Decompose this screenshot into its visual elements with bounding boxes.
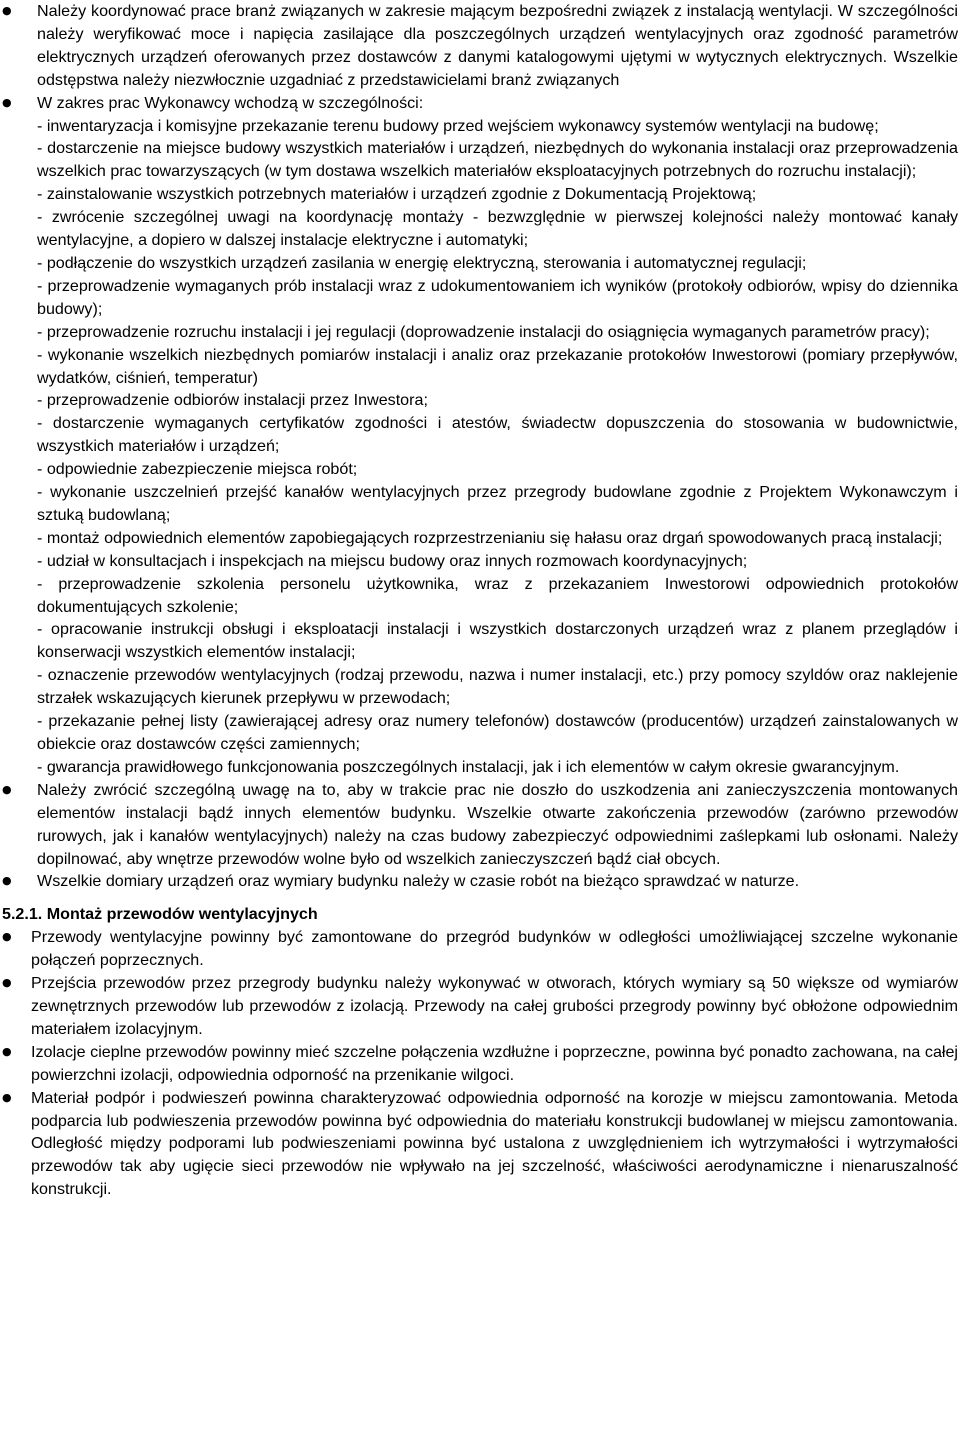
paragraph: ● Należy koordynować prace branż związanych w zakresie mającym bezpośredni związek z instalacją wentylacji. W szczególności należy weryfikować moce i napięcia zasilające dla poszczególnych urządzeń wentylacyjnych oraz zgodność parametrów elektrycznych urządzeń oferowanych przez dostawców z danymi katalogowymi ujętymi w wytycznych elektrycznych. Wszelkie odstępstwa należy niezwłocznie uzgadniać z przedstawicielami branż związanych	[37, 2, 958, 89]
paragraph: ● Izolacje cieplne przewodów powinny mieć szczelne połączenia wzdłużne i poprzeczne, powinna być ponadto zachowana, na całej powierzchni izolacji, odpowiednia odporność na przenikanie wilgoci.	[31, 1042, 958, 1084]
list-item	[0, 1041, 958, 1087]
scope-item: - oznaczenie przewodów wentylacyjnych (rodzaj przewodu, nazwa i numer instalacji, etc.) przy pomocy szyldów oraz naklejenie strzałek wskazujących kierunek przepływu w przewodach;	[37, 666, 958, 708]
scope-item: - opracowanie instrukcji obsługi i eksploatacji instalacji i wszystkich dostarczonych urządzeń wraz z planem przeglądów i konserwacji wszystkich elementów instalacji;	[37, 620, 958, 662]
paragraph: ● Przewody wentylacyjne powinny być zamontowane do przegród budynków w odległości umożliwiającej szczelne wykonanie połączeń poprzecznych.	[31, 928, 958, 970]
paragraph: ● Należy zwrócić szczególną uwagę na to, aby w trakcie prac nie doszło do uszkodzenia ani zanieczyszczenia montowanych elementów instalacji bądź innych elementów budynku. Wszelkie otwarte zakończenia przewodów (zarówno przewodów rurowych, jak i kanałów wentylacyjnych) należy na czas budowy zabezpieczyć odpowiednimi zaślepkami lub osłonami. Należy dopilnować, aby wnętrze przewodów wolne było od wszelkich zanieczyszczeń bądź ciał obcych.	[37, 780, 958, 868]
scope-item: - przeprowadzenie szkolenia personelu użytkownika, wraz z przekazaniem Inwestorowi odpowiednich protokołów dokumentujących szkolenie;	[37, 574, 958, 616]
list-item	[0, 1087, 958, 1202]
scope-item: - udział w konsultacjach i inspekcjach na miejscu budowy oraz innych rozmowach koordynacyjnych;	[37, 551, 748, 570]
scope-item: - wykonanie wszelkich niezbędnych pomiarów instalacji i analiz oraz przekazanie protokołów Inwestorowi (pomiary przepływów, wydatków, ciśnień, temperatur)	[37, 345, 958, 387]
scope-item: - inwentaryzacja i komisyjne przekazanie terenu budowy przed wejściem wykonawcy systemów wentylacji na budowę;	[37, 116, 879, 135]
scope-item: - gwarancja prawidłowego funkcjonowania poszczególnych instalacji, jak i ich elementów w całym okresie gwarancyjnym.	[37, 757, 900, 776]
scope-item: - zainstalowanie wszystkich potrzebnych materiałów i urządzeń zgodnie z Dokumentacją Projektową;	[37, 185, 757, 204]
section-heading: 5.2.1. Montaż przewodów wentylacyjnych	[2, 905, 318, 924]
paragraph: ● Materiał podpór i podwieszeń powinna charakteryzować odpowiednia odporność na korozje w miejscu zamontowania. Metoda podparcia lub podwieszenia przewodów powinna być odpowiednia do materiału konstrukcji budowlanej w miejscu zamontowania. Odległość między podporami lub podwieszeniami powinna być ustalona z uwzględnieniem ich wytrzymałości i wytrzymałości przewodów tak aby ugięcie sieci przewodów nie wpływało na jej szczelność, właściwości aerodynamiczne i nienaruszalność konstrukcji.	[31, 1088, 958, 1199]
scope-item: - przeprowadzenie odbiorów instalacji przez Inwestora;	[37, 391, 428, 410]
scope-item: - przeprowadzenie rozruchu instalacji i jej regulacji (doprowadzenie instalacji do osiągnięcia wymaganych parametrów pracy);	[37, 322, 930, 341]
paragraph: ● Wszelkie domiary urządzeń oraz wymiary budynku należy w czasie robót na bieżąco sprawdzać w naturze.	[37, 872, 800, 891]
scope-item: - montaż odpowiednich elementów zapobiegających rozprzestrzenianiu się hałasu oraz drgań spowodowanych pracą instalacji;	[37, 528, 943, 547]
list-item-protection	[0, 779, 958, 871]
list-item	[0, 972, 958, 1041]
scope-item: - dostarczenie wymaganych certyfikatów zgodności i atestów, świadectw dopuszczenia do stosowania w budownictwie, wszystkich materiałów i urządzeń;	[37, 414, 958, 456]
list-item-measurements	[0, 870, 958, 893]
scope-item: - podłączenie do wszystkich urządzeń zasilania w energię elektryczną, sterowania i automatycznej regulacji;	[37, 253, 807, 272]
scope-item: - odpowiednie zabezpieczenie miejsca robót;	[37, 460, 358, 479]
scope-item: - wykonanie uszczelnień przejść kanałów wentylacyjnych przez przegrody budowlane zgodnie z Projektem Wykonawczym i sztuką budowlaną;	[37, 483, 958, 524]
scope-intro: ● W zakres prac Wykonawcy wchodzą w szczególności:	[37, 93, 424, 112]
list-item	[0, 926, 958, 972]
paragraph: ● Przejścia przewodów przez przegrody budynku należy wykonywać w otworach, których wymiary są 50 większe od wymiarów zewnętrznych przewodów lub przewodów z izolacją. Przewody na całej grubości przegrody powinny być obłożone odpowiednim materiałem izolacyjnym.	[31, 974, 958, 1038]
scope-item: - przekazanie pełnej listy (zawierającej adresy oraz numery telefonów) dostawców (producentów) urządzeń zainstalowanych w obiekcie oraz dostawców części zamiennych;	[37, 712, 958, 753]
scope-item: - zwrócenie szczególnej uwagi na koordynację montaży - bezwzględnie w pierwszej kolejności należy montować kanały wentylacyjne, a dopiero w dalszej instalacje elektryczne i automatyki;	[37, 208, 958, 250]
scope-item: - dostarczenie na miejsce budowy wszystkich materiałów i urządzeń, niezbędnych do wykonania instalacji oraz przeprowadzenia wszelkich prac towarzyszących (w tym dostawa wszelkich materiałów eksploatacyjnych potrzebnych do rozruchu instalacji);	[37, 139, 958, 181]
list-item-coordination	[0, 0, 958, 92]
scope-item: - przeprowadzenie wymaganych prób instalacji wraz z udokumentowaniem ich wyników (protokoły odbiorów, wpisy do dziennika budowy);	[37, 276, 958, 318]
list-item-contractor-scope	[0, 92, 958, 779]
section-duct-installation	[0, 926, 958, 1201]
